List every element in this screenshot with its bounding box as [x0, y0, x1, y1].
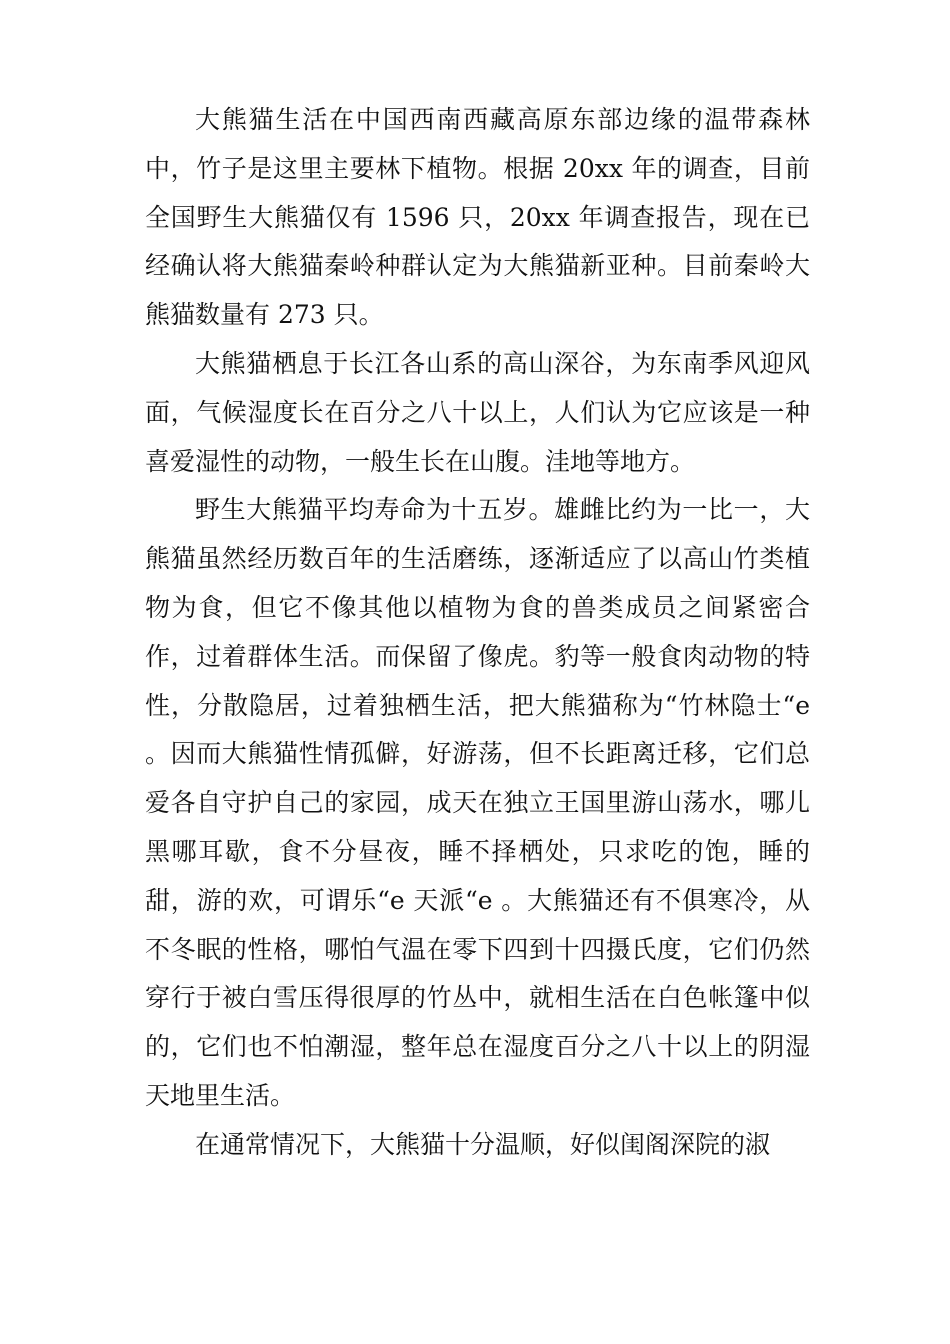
paragraph-temperament: 在通常情况下，大熊猫十分温顺，好似闺阁深院的淑: [195, 1129, 771, 1159]
paragraph-climate: 大熊猫栖息于长江各山系的高山深谷，为东南季风迎风面，气候湿度长在百分之八十以上，人们认为它应该是一种喜爱湿性的动物，一般生长在山腹。洼地等地方。: [145, 348, 810, 476]
document-body: [145, 96, 810, 1170]
paragraph-habitat: 大熊猫生活在中国西南西藏高原东部边缘的温带森林中，竹子是这里主要林下植物。根据 20xx 年的调查，目前全国野生大熊猫仅有 1596 只，20xx 年调查报告，现在已经确认将大熊猫秦岭种群认定为大熊猫新亚种。目前秦岭大熊猫数量有 273 只。: [145, 105, 810, 330]
paragraph-lifestyle: 野生大熊猫平均寿命为十五岁。雄雌比约为一比一，大熊猫虽然经历数百年的生活磨练，逐渐适应了以高山竹类植物为食，但它不像其他以植物为食的兽类成员之间紧密合作，过着群体生活。而保留了像虎。豹等一般食肉动物的特性，分散隐居，过着独栖生活，把大熊猫称为“竹林隐士“e 。因而大熊猫性情孤僻，好游荡，但不长距离迁移，它们总爱各自守护自己的家园，成天在独立王国里游山荡水，哪儿黑哪耳歇，食不分昼夜，睡不择栖处，只求吃的饱，睡的甜，游的欢，可谓乐“e 天派“e 。大熊猫还有不俱寒冷，从不冬眠的性格，哪怕气温在零下四到十四摄氏度，它们仍然穿行于被白雪压得很厚的竹丛中，就相生活在白色帐篷中似的，它们也不怕潮湿，整年总在湿度百分之八十以上的阴湿天地里生活。: [145, 495, 810, 1110]
